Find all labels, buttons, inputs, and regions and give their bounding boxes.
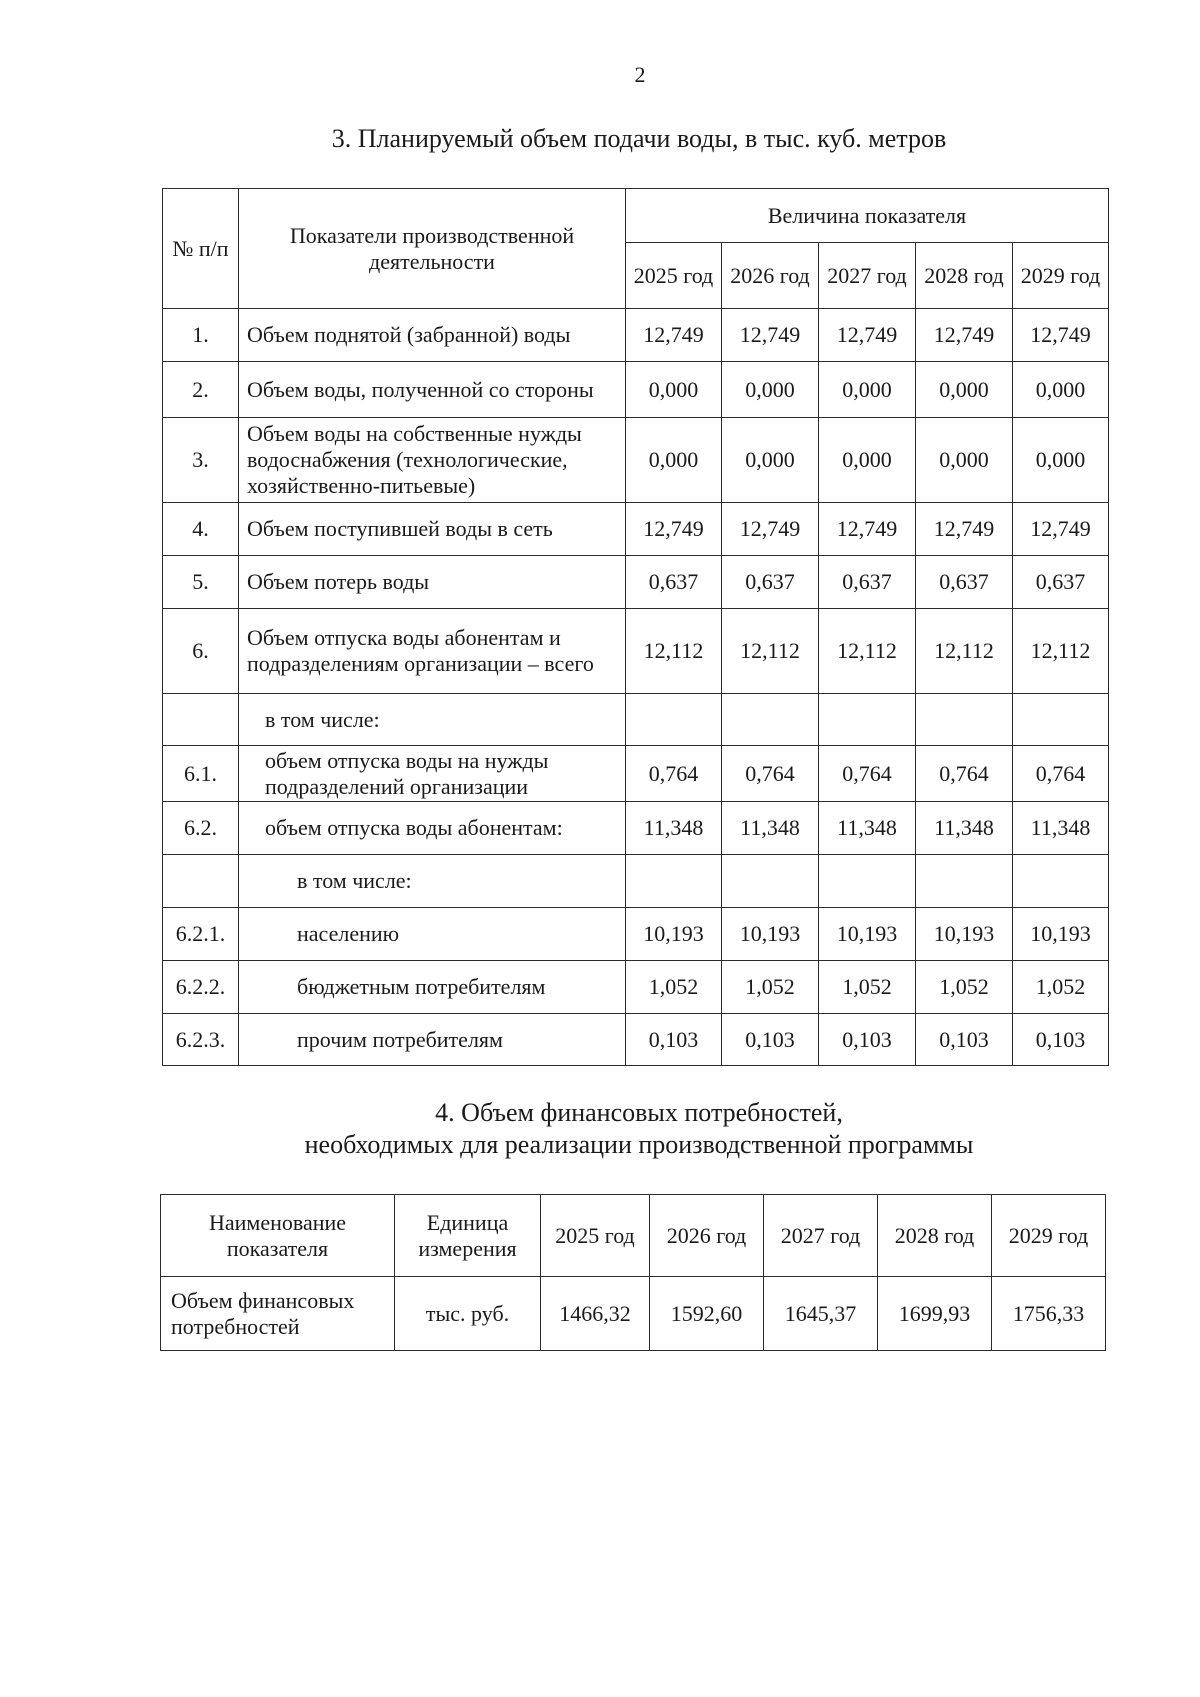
row-value: 0,000 [1013,362,1109,418]
row-value: 12,749 [626,503,722,556]
header-year: 2026 год [722,243,819,309]
header-year: 2027 год [764,1195,878,1277]
row-value: 0,000 [626,418,722,503]
row-value: 10,193 [819,908,916,961]
row-value: 12,112 [626,609,722,694]
row-value [722,694,819,746]
row-num: 4. [163,503,239,556]
row-value: 0,000 [916,418,1013,503]
table-row [163,855,1109,908]
row-value: 12,749 [916,503,1013,556]
row-value: 0,764 [916,746,1013,802]
row-value: 0,764 [819,746,916,802]
row-value [819,694,916,746]
row-name: Объем поступившей воды в сеть [239,503,626,556]
row-value: 0,764 [1013,746,1109,802]
row-num: 5. [163,556,239,609]
header-year: 2025 год [626,243,722,309]
table-row [163,503,1109,556]
row-value: 1,052 [722,961,819,1014]
row-value: 1466,32 [541,1277,650,1351]
table-row [163,418,1109,503]
table-row [163,362,1109,418]
row-name: бюджетным потребителям [239,961,626,1014]
row-value: 0,000 [1013,418,1109,503]
row-value: 0,637 [722,556,819,609]
row-value [722,855,819,908]
table-row [163,556,1109,609]
row-num: 6. [163,609,239,694]
row-value: 11,348 [1013,802,1109,855]
row-num [163,855,239,908]
header-num: № п/п [163,189,239,309]
header-value-group: Величина показателя [626,189,1109,243]
row-value: 10,193 [722,908,819,961]
row-value: 1,052 [626,961,722,1014]
section-4-title-line-2: необходимых для реализации производственной программы [304,1130,974,1159]
row-value: 0,000 [916,362,1013,418]
row-value: 10,193 [1013,908,1109,961]
header-year: 2029 год [1013,243,1109,309]
row-value: 0,637 [916,556,1013,609]
row-value: 0,103 [1013,1014,1109,1066]
header-indicator: Показатели производственной деятельности [239,189,626,309]
row-value: 12,749 [722,309,819,362]
row-value: 1,052 [1013,961,1109,1014]
table-row [163,609,1109,694]
row-num: 6.2.3. [163,1014,239,1066]
row-value: 0,000 [819,362,916,418]
row-name: Объем финансовых потребностей [161,1277,395,1351]
row-value: 12,749 [819,309,916,362]
row-value: 1756,33 [992,1277,1106,1351]
row-value: 0,000 [722,362,819,418]
row-value: 12,749 [722,503,819,556]
header-year: 2028 год [878,1195,992,1277]
section-4-title [0,1097,1200,1161]
row-num: 6.2.2. [163,961,239,1014]
row-name: в том числе: [239,694,626,746]
row-value: 11,348 [819,802,916,855]
row-value: 12,749 [626,309,722,362]
table-header-row [161,1195,1106,1277]
row-num: 3. [163,418,239,503]
row-value: 12,749 [1013,503,1109,556]
table-row [163,694,1109,746]
page-number: 2 [634,62,646,87]
row-name: Объем потерь воды [239,556,626,609]
row-value: 11,348 [722,802,819,855]
row-value [1013,855,1109,908]
section-3-title: 3. Планируемый объем подачи воды, в тыс. куб. метров [331,124,947,153]
row-value: 1,052 [916,961,1013,1014]
table-header-row [163,189,1109,243]
section-4-title-line-1: 4. Объем финансовых потребностей, [435,1098,843,1127]
row-value [1013,694,1109,746]
row-num: 6.1. [163,746,239,802]
water-supply-table [162,188,1109,1066]
row-value: 0,103 [722,1014,819,1066]
row-name: объем отпуска воды на нужды подразделений организации [239,746,626,802]
financial-needs-table [160,1194,1106,1351]
row-num: 6.2. [163,802,239,855]
row-value: 0,764 [722,746,819,802]
row-value: 1645,37 [764,1277,878,1351]
row-value: 12,749 [819,503,916,556]
row-value: 10,193 [916,908,1013,961]
row-num: 1. [163,309,239,362]
header-year: 2026 год [650,1195,764,1277]
row-name: в том числе: [239,855,626,908]
row-name: прочим потребителям [239,1014,626,1066]
row-value [916,855,1013,908]
header-year: 2027 год [819,243,916,309]
row-value: 12,112 [722,609,819,694]
row-unit: тыс. руб. [395,1277,541,1351]
header-name: Наименование показателя [161,1195,395,1277]
table-row [163,1014,1109,1066]
row-name: Объем отпуска воды абонентам и подразделениям организации – всего [239,609,626,694]
row-value: 1,052 [819,961,916,1014]
row-value: 0,000 [722,418,819,503]
row-name: Объем поднятой (забранной) воды [239,309,626,362]
row-value: 0,103 [819,1014,916,1066]
row-value: 0,764 [626,746,722,802]
row-value: 0,637 [819,556,916,609]
row-num: 6.2.1. [163,908,239,961]
row-value [819,855,916,908]
table-row [163,908,1109,961]
table-row [163,746,1109,802]
row-value: 0,637 [1013,556,1109,609]
row-value [626,855,722,908]
row-value: 0,103 [626,1014,722,1066]
row-num [163,694,239,746]
row-value: 1699,93 [878,1277,992,1351]
row-value: 12,112 [1013,609,1109,694]
row-value: 12,749 [1013,309,1109,362]
header-year: 2029 год [992,1195,1106,1277]
row-value: 10,193 [626,908,722,961]
row-value: 12,749 [916,309,1013,362]
row-value: 0,103 [916,1014,1013,1066]
row-name: населению [239,908,626,961]
row-value [916,694,1013,746]
row-value: 11,348 [626,802,722,855]
table-row [163,961,1109,1014]
row-value: 1592,60 [650,1277,764,1351]
row-name: Объем воды на собственные нужды водоснабжения (технологические, хозяйственно-питьевые) [239,418,626,503]
row-value [626,694,722,746]
row-value: 0,000 [626,362,722,418]
row-value: 0,637 [626,556,722,609]
row-value: 12,112 [819,609,916,694]
header-year: 2028 год [916,243,1013,309]
header-year: 2025 год [541,1195,650,1277]
table-row [163,802,1109,855]
table-row [161,1277,1106,1351]
row-value: 12,112 [916,609,1013,694]
row-value: 11,348 [916,802,1013,855]
row-name: Объем воды, полученной со стороны [239,362,626,418]
row-name: объем отпуска воды абонентам: [239,802,626,855]
row-num: 2. [163,362,239,418]
table-row [163,309,1109,362]
header-unit: Единица измерения [395,1195,541,1277]
row-value: 0,000 [819,418,916,503]
